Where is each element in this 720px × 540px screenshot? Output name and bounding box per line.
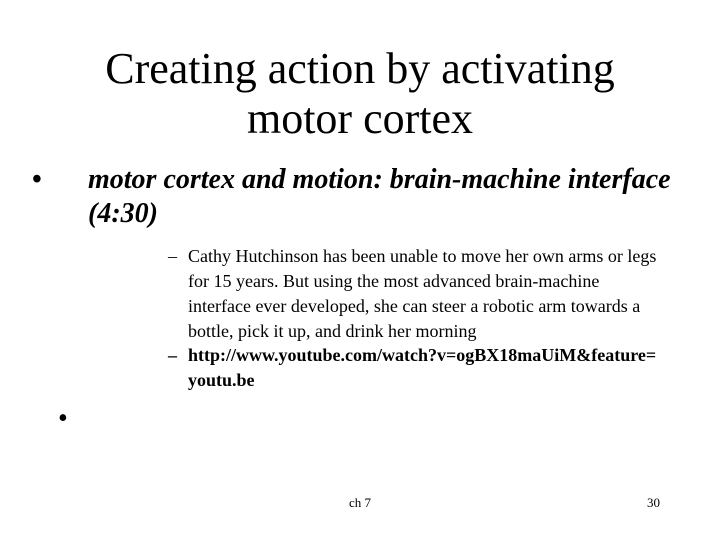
empty-bullet [58,402,68,436]
bullet-item [28,163,688,231]
bullet-text: motor cortex and motion: brain-machine interface (4:30) [88,164,671,229]
video-link[interactable]: http://www.youtube.com/watch?v=ogBX18maUiM&feature=youtu.be [188,345,657,390]
slide-title: Creating action by activating motor cortex [105,44,615,143]
sub-bullet-marker: – [168,246,177,266]
bullet-marker: • [58,403,68,434]
footer-chapter: ch 7 [348,495,372,510]
sub-bullet-item [168,244,658,344]
sub-bullet-marker: – [168,345,177,365]
sub-bullet-text: Cathy Hutchinson has been unable to move her own arms or legs for 15 years. But using the most advanced brain-machine interface ever developed, she can steer a robotic arm towards a bottle, pick it up, and drink her morning [188,246,657,341]
page-number: 30 [647,495,660,510]
sub-bullet-item [168,343,658,393]
bullet-marker: • [32,164,42,195]
